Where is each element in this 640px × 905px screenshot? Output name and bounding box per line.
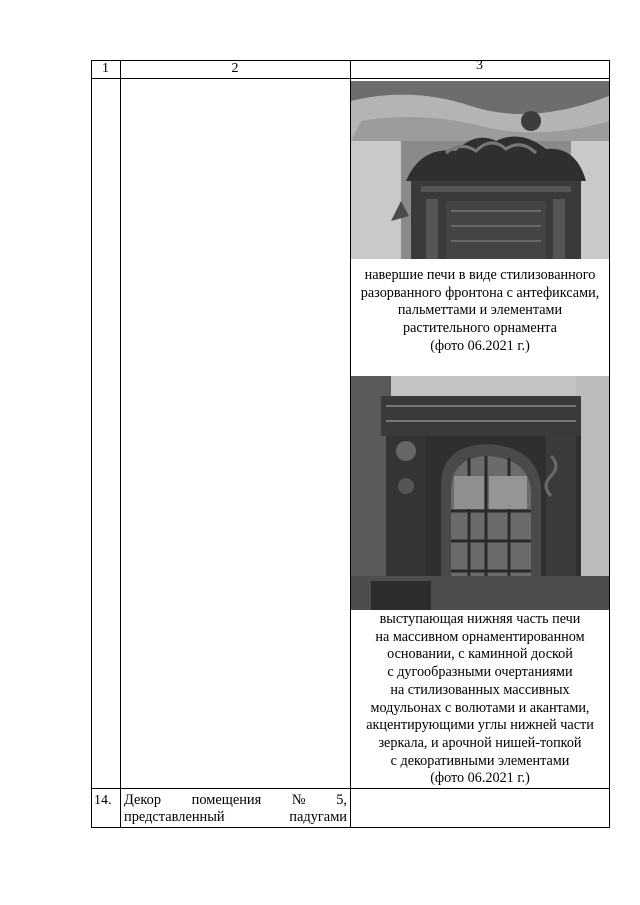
caption-line: (фото 06.2021 г.) [430, 770, 530, 787]
row14-word: 5, [336, 792, 347, 808]
caption-line: модульонах с волютами и акантами, [370, 699, 590, 716]
caption-line: выступающая нижняя часть печи [379, 611, 581, 627]
caption-line: зеркала, и арочной нишей-топкой [378, 734, 582, 751]
header-col-3: 3 [476, 58, 483, 73]
header-col-2: 2 [231, 61, 239, 76]
row14-number: 14. [94, 793, 112, 808]
row14-line-1 [124, 792, 347, 809]
row14-word: № [291, 792, 306, 808]
caption-line: разорванного фронтона с антефиксами, [360, 284, 600, 301]
caption-line: с дугообразными очертаниями [387, 664, 573, 681]
caption-line: акцентирующими углы нижней части [366, 717, 594, 734]
table-right-border [609, 60, 610, 828]
caption-line: основании, с каминной доской [387, 646, 573, 663]
row14-word: Декор [124, 792, 162, 808]
caption-line: навершие печи в виде стилизованного [364, 267, 596, 283]
stove-bottom-photo [351, 376, 609, 610]
caption-stove-top [351, 267, 609, 356]
caption-stove-bottom [351, 611, 609, 788]
caption-line: (фото 06.2021 г.) [430, 337, 530, 354]
caption-line: на массивном орнаментированном [375, 628, 585, 645]
row14-word: падугами [289, 809, 347, 825]
caption-line: пальметтами и элементами [397, 302, 563, 319]
row14-word: представленный [124, 809, 225, 825]
header-col-1: 1 [102, 61, 109, 76]
table-left-border [91, 60, 92, 828]
col1-col2-divider [120, 60, 121, 828]
row14-line-2 [124, 809, 347, 826]
row14-description [124, 792, 347, 826]
caption-line: растительного орнамента [403, 320, 557, 337]
caption-line: с декоративными элементами [390, 752, 570, 769]
stove-top-photo [351, 81, 609, 259]
caption-line: на стилизованных массивных [390, 681, 570, 698]
row14-word: помещения [191, 792, 262, 808]
